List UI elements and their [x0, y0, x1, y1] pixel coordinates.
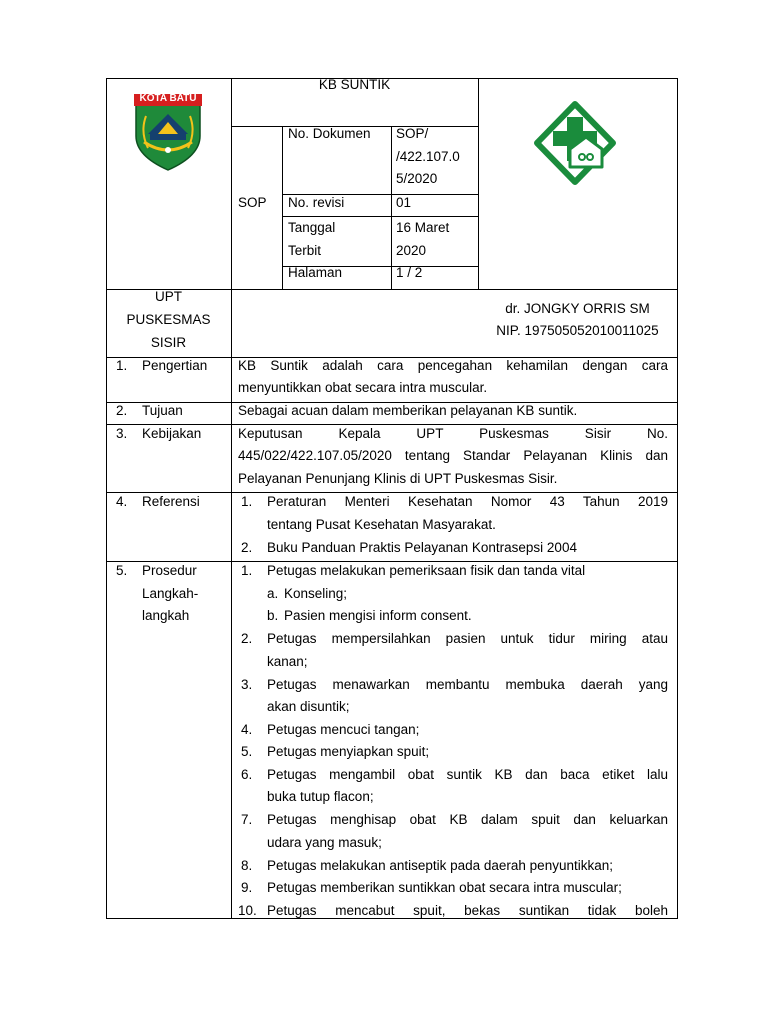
step-line: Petugas mencuci tangan;: [267, 722, 420, 737]
no-dokumen-value-2: /422.107.0: [396, 149, 460, 164]
step-line: Petugas menghisap obat KB dalam spuit dan keluarkan: [267, 812, 668, 827]
step-num: 10.: [238, 903, 257, 918]
section-num: 4.: [116, 494, 128, 509]
signer-name: dr. JONGKY ORRIS SM: [505, 301, 650, 316]
no-dokumen-value-1: SOP/: [396, 126, 429, 141]
step-num: 8.: [241, 858, 253, 873]
tanggal-value-1: 16 Maret: [396, 220, 450, 235]
step-line: buka tutup flacon;: [267, 789, 374, 804]
step-num: 1.: [241, 563, 253, 578]
referensi-item-line: tentang Pusat Kesehatan Masyarakat.: [267, 517, 496, 532]
step-num: 6.: [241, 767, 253, 782]
section-label: Langkah-: [142, 586, 199, 601]
section-num: 3.: [116, 426, 128, 441]
sub-item-text: Pasien mengisi inform consent.: [284, 608, 472, 623]
signer-nip: NIP. 197505052010011025: [496, 323, 659, 338]
puskesmas-logo: [534, 101, 616, 185]
kebijakan-line-1: Keputusan Kepala UPT Puskesmas Sisir No.: [238, 426, 668, 441]
no-dokumen-label: No. Dokumen: [288, 126, 371, 141]
step-line: udara yang masuk;: [267, 835, 382, 850]
section-label: Pengertian: [142, 358, 208, 373]
section-label: Prosedur: [142, 563, 197, 578]
step-num: 7.: [241, 812, 253, 827]
step-num: 5.: [241, 744, 253, 759]
halaman-label: Halaman: [288, 265, 343, 280]
step-num: 4.: [241, 722, 253, 737]
pengertian-line-2: menyuntikkan obat secara intra muscular.: [238, 380, 488, 395]
tanggal-value-2: 2020: [396, 243, 427, 258]
section-label: Referensi: [142, 494, 200, 509]
section-num: 5.: [116, 563, 128, 578]
sub-item-text: Konseling;: [284, 586, 348, 601]
referensi-item-line: Buku Panduan Praktis Pelayanan Kontrasepsi 2004: [267, 540, 577, 555]
tujuan-text: Sebagai acuan dalam memberikan pelayanan KB suntik.: [238, 403, 578, 418]
referensi-item-num: 2.: [241, 540, 253, 555]
pengertian-line-1: KB Suntik adalah cara pencegahan kehamilan dengan cara: [238, 358, 668, 373]
tanggal-label-1: Tanggal: [288, 220, 336, 235]
step-line: kanan;: [267, 654, 308, 669]
section-num: 1.: [116, 358, 128, 373]
step-line: Petugas menawarkan membantu membuka daerah yang: [267, 677, 668, 692]
no-revisi-label: No. revisi: [288, 195, 345, 210]
step-line: Petugas melakukan pemeriksaan fisik dan tanda vital: [267, 563, 586, 578]
step-line: Petugas mempersilahkan pasien untuk tidur miring atau: [267, 631, 668, 646]
referensi-item-line: Peraturan Menteri Kesehatan Nomor 43 Tahun 2019: [267, 494, 668, 509]
no-revisi-value: 01: [396, 195, 412, 210]
step-line: Petugas mengambil obat suntik KB dan baca etiket lalu: [267, 767, 668, 782]
step-line: Petugas melakukan antiseptik pada daerah penyuntikkan;: [267, 858, 613, 873]
institution-line-1: UPT: [155, 289, 182, 304]
step-num: 9.: [241, 880, 253, 895]
step-line: Petugas memberikan suntikkan obat secara intra muscular;: [267, 880, 622, 895]
institution-line-3: SISIR: [150, 335, 187, 350]
section-label: Kebijakan: [142, 426, 202, 441]
section-label: langkah: [142, 608, 190, 623]
sop-label: SOP: [238, 195, 267, 210]
institution-line-2: PUSKESMAS: [126, 312, 211, 327]
logo-text: KOTA BATU: [139, 93, 197, 104]
section-label: Tujuan: [142, 403, 183, 418]
step-line: akan disuntik;: [267, 699, 350, 714]
kebijakan-line-2: 445/022/422.107.05/2020 tentang Standar Pelayanan Klinis dan: [238, 448, 668, 463]
step-num: 3.: [241, 677, 253, 692]
document-title: KB SUNTIK: [318, 77, 391, 92]
referensi-item-num: 1.: [241, 494, 253, 509]
step-num: 2.: [241, 631, 253, 646]
kebijakan-line-3: Pelayanan Penunjang Klinis di UPT Puskesmas Sisir.: [238, 471, 558, 486]
step-line: Petugas menyiapkan spuit;: [267, 744, 430, 759]
section-num: 2.: [116, 403, 128, 418]
step-line: Petugas mencabut spuit, bekas suntikan tidak boleh: [267, 903, 668, 918]
step-1-summary: [267, 560, 585, 583]
tanggal-label-2: Terbit: [288, 243, 322, 258]
no-dokumen-value-3: 5/2020: [396, 171, 438, 186]
sub-item-marker: b.: [267, 608, 279, 623]
halaman-value: 1 / 2: [396, 265, 423, 280]
sub-item-marker: a.: [267, 586, 279, 601]
